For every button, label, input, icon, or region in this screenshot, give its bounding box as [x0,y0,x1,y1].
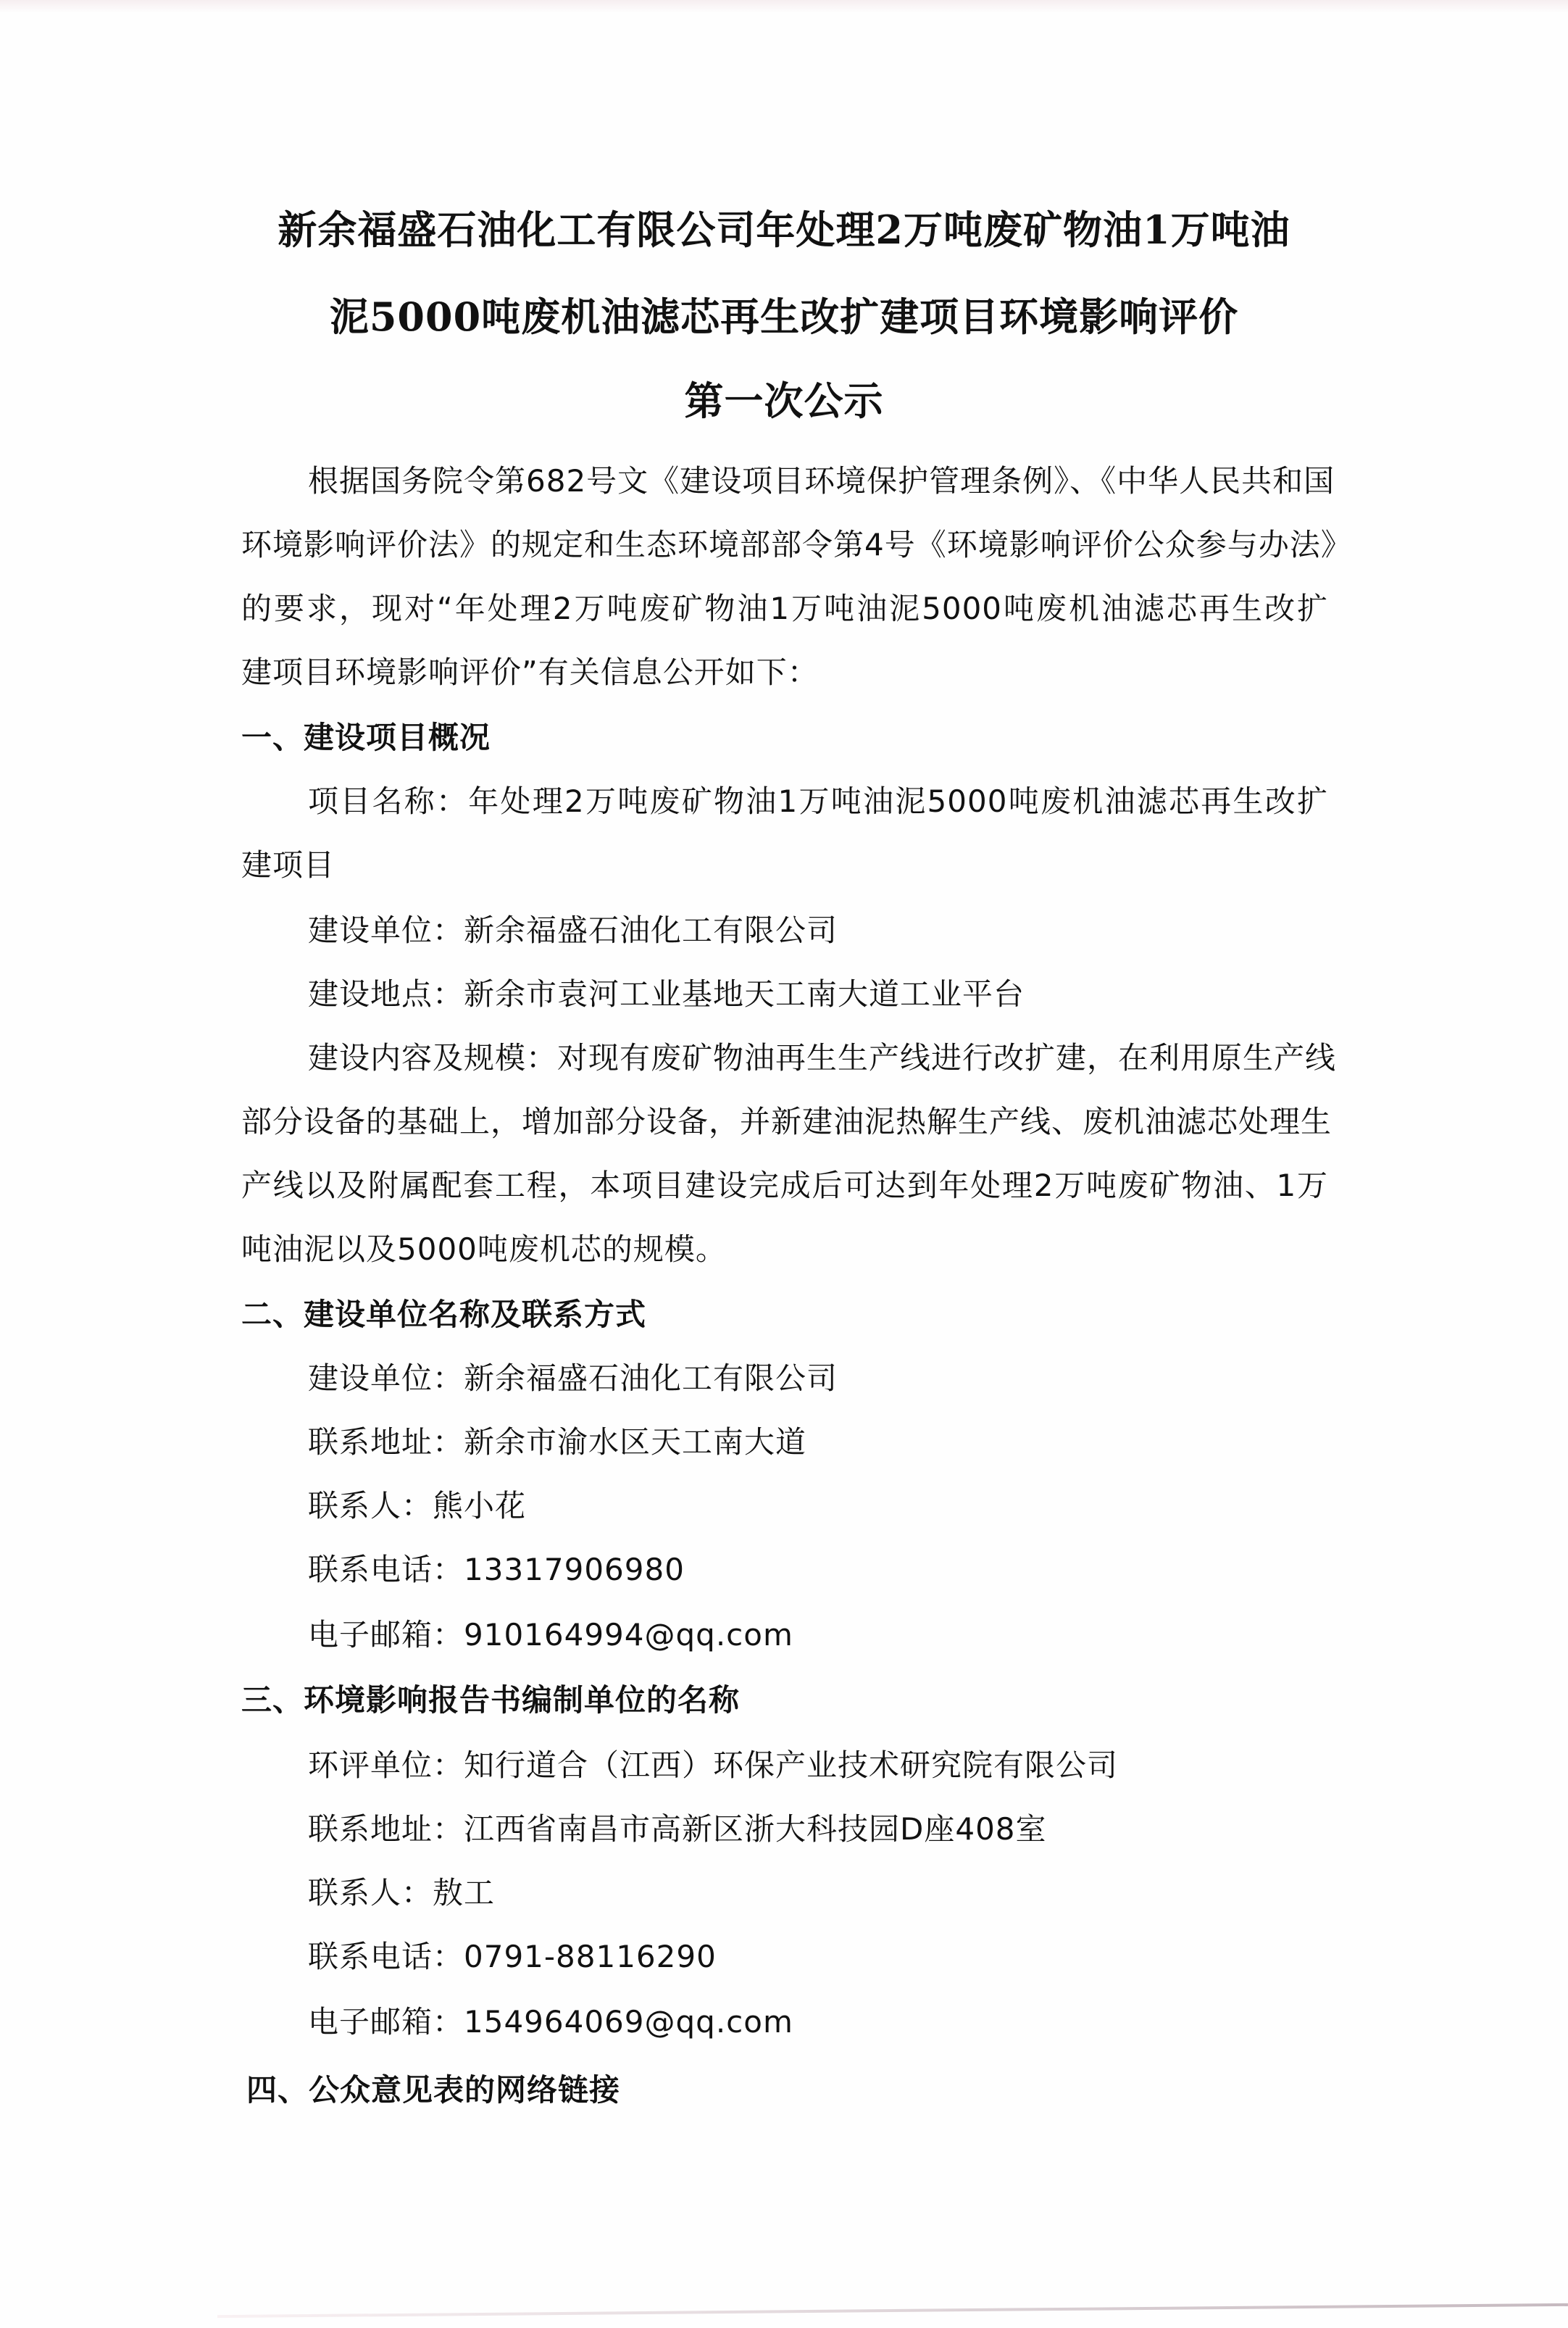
intro-line-4: 建项目环境影响评价”有关信息公开如下： [241,654,819,690]
builder-unit: 建设单位：新余福盛石油化工有限公司 [308,913,838,948]
section-1-heading: 一、建设项目概况 [241,720,491,755]
title-line-3: 第一次公示 [684,378,884,424]
scope-line-1: 建设内容及规模：对现有废矿物油再生生产线进行改扩建，在利用原生产线 [308,1040,1337,1076]
builder-contact-person: 联系人：熊小花 [308,1488,527,1523]
project-name-line-1: 项目名称：年处理2万吨废矿物油1万吨油泥5000吨废机油滤芯再生改扩 [308,783,1328,819]
builder-unit-contact: 建设单位：新余福盛石油化工有限公司 [308,1360,838,1396]
intro-line-1: 根据国务院令第682号文《建设项目环境保护管理条例》、《中华人民共和国 [308,463,1335,499]
eia-address: 联系地址：江西省南昌市高新区浙大科技园D座408室 [308,1811,1047,1847]
title-line-2: 泥5000吨废机油滤芯再生改扩建项目环境影响评价 [329,294,1239,340]
section-3-heading: 三、环境影响报告书编制单位的名称 [241,1682,741,1718]
eia-contact-person: 联系人：敖工 [308,1875,496,1911]
project-name-line-2: 建项目 [241,847,335,883]
scope-line-3: 产线以及附属配套工程，本项目建设完成后可达到年处理2万吨废矿物油、1万 [241,1168,1328,1203]
section-4-heading: 四、公众意见表的网络链接 [246,2072,621,2108]
scan-top-edge [0,0,1568,13]
builder-email: 电子邮箱：910164994@qq.com [308,1617,793,1653]
builder-address: 联系地址：新余市渝水区天工南大道 [308,1424,807,1460]
scope-line-4: 吨油泥以及5000吨废机芯的规模。 [241,1231,727,1267]
build-location: 建设地点：新余市袁河工业基地天工南大道工业平台 [308,976,1025,1012]
builder-phone: 联系电话：13317906980 [308,1552,685,1587]
scope-line-2: 部分设备的基础上，增加部分设备，并新建油泥热解生产线、废机油滤芯处理生 [241,1104,1333,1139]
intro-line-2: 环境影响评价法》的规定和生态环境部部令第4号《环境影响评价公众参与办法》 [241,527,1352,562]
eia-email: 电子邮箱：154964069@qq.com [308,2004,793,2040]
intro-line-3: 的要求，现对“年处理2万吨废矿物油1万吨油泥5000吨废机油滤芯再生改扩 [241,591,1328,626]
eia-unit: 环评单位：知行道合（江西）环保产业技术研究院有限公司 [308,1747,1119,1783]
eia-phone: 联系电话：0791-88116290 [308,1939,717,1974]
title-line-1: 新余福盛石油化工有限公司年处理2万吨废矿物油1万吨油 [278,207,1290,253]
scan-bottom-edge [217,2303,1568,2318]
section-2-heading: 二、建设单位名称及联系方式 [241,1297,647,1332]
